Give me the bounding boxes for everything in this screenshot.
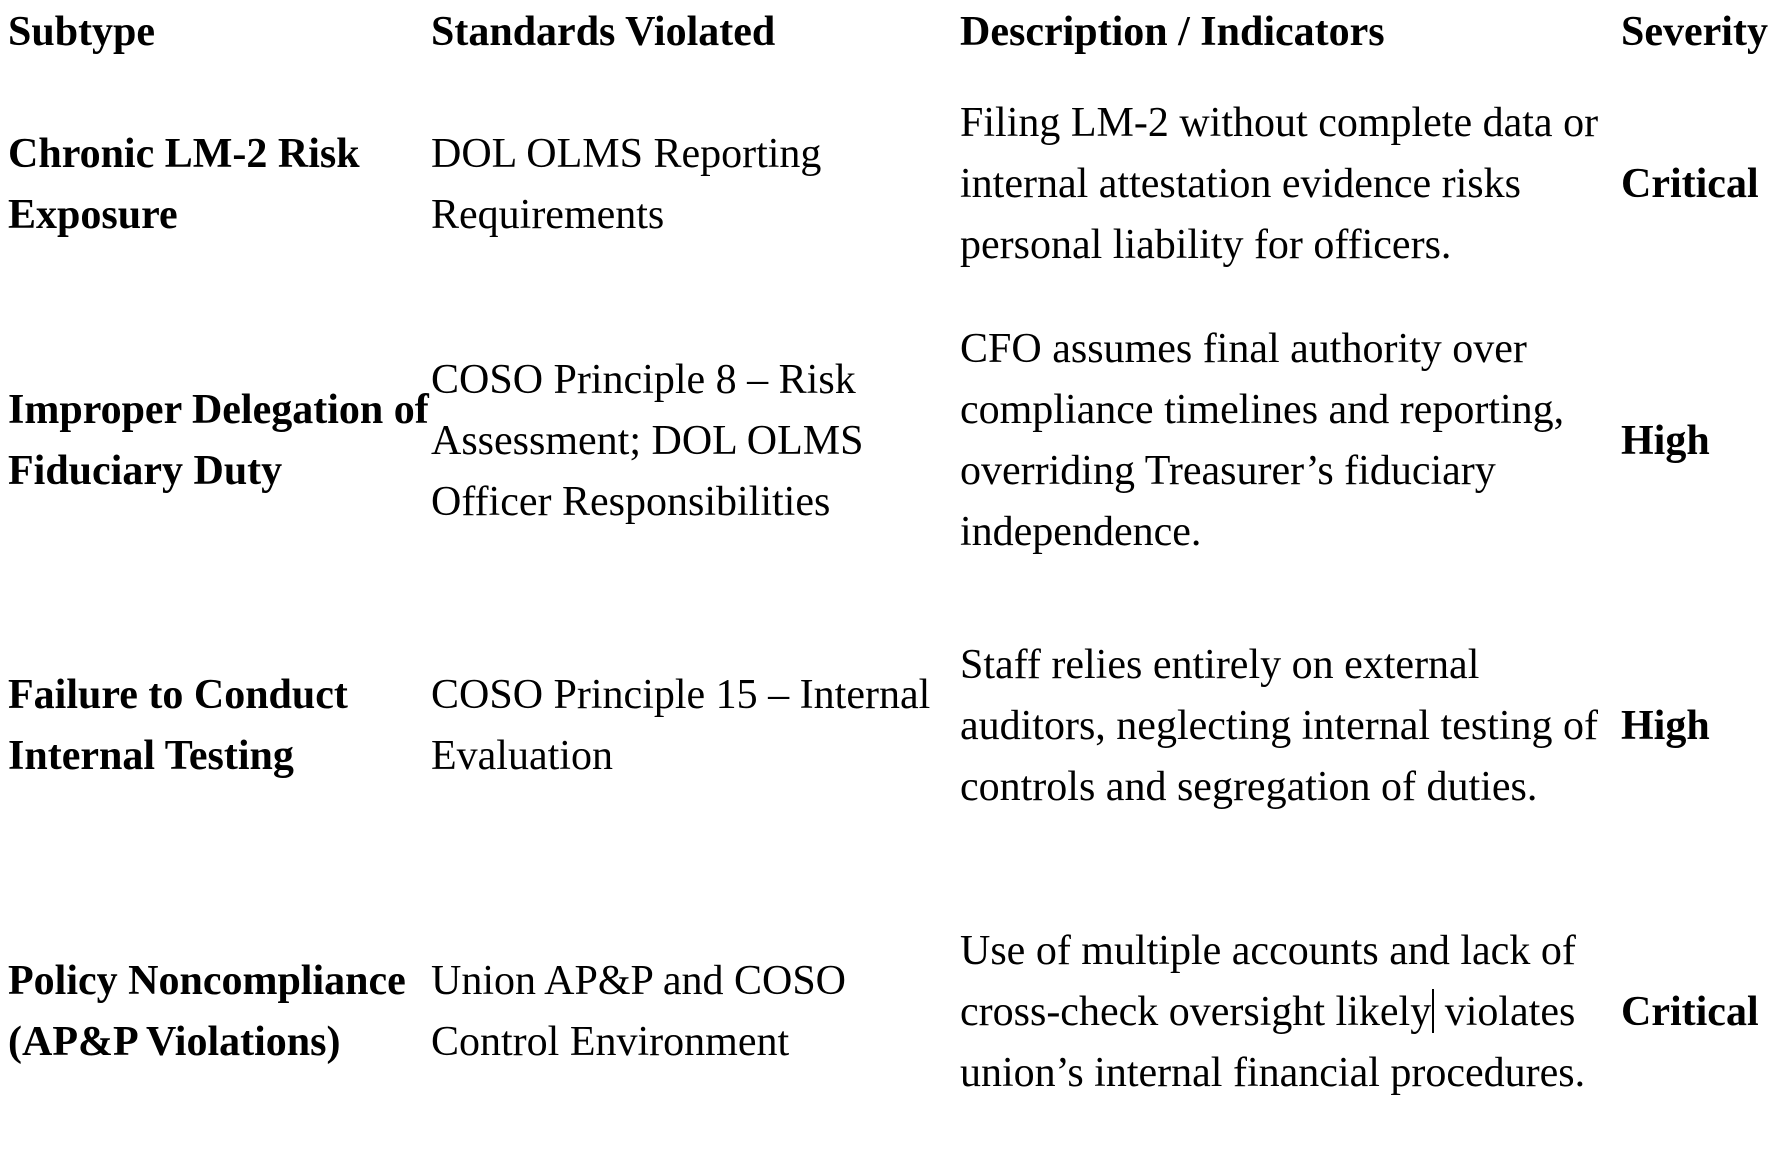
description-text-after-cursor: violates union’s internal financial procedures. <box>960 988 1586 1096</box>
table-header-row <box>0 0 1776 70</box>
header-standards-violated: Standards Violated <box>431 9 776 55</box>
standards-cell: COSO Principle 8 – Risk Assessment; DOL OLMS Officer Responsibilities <box>431 356 864 525</box>
subtype-cell: Policy Noncompliance (AP&P Violations) <box>8 958 406 1065</box>
standards-cell: COSO Principle 15 – Internal Evaluation <box>431 672 931 779</box>
subtype-cell: Failure to Conduct Internal Testing <box>8 672 348 779</box>
description-cell: Filing LM-2 without complete data or internal attestation evidence risks personal liability for officers. <box>960 100 1599 268</box>
description-cell[interactable] <box>960 869 1621 1155</box>
severity-cell: High <box>1621 417 1710 464</box>
severity-cell: Critical <box>1621 988 1759 1035</box>
table-row <box>0 70 1776 299</box>
header-subtype: Subtype <box>8 9 156 55</box>
table-row <box>0 869 1776 1155</box>
standards-cell: Union AP&P and COSO Control Environment <box>431 958 847 1065</box>
subtype-cell: Improper Delegation of Fiduciary Duty <box>8 387 429 494</box>
subtype-cell: Chronic LM-2 Risk Exposure <box>8 130 360 238</box>
description-cell: CFO assumes final authority over compliance timelines and reporting, overriding Treasurer’s fiduciary independence. <box>960 326 1565 555</box>
description-text-before-cursor: Use of multiple accounts and lack of cross-check oversight likely <box>960 927 1576 1035</box>
header-description: Description / Indicators <box>960 9 1385 55</box>
severity-cell: High <box>1621 702 1710 749</box>
header-severity: Severity <box>1621 9 1768 55</box>
table-row <box>0 299 1776 583</box>
standards-cell: DOL OLMS Reporting Requirements <box>431 130 822 238</box>
table-row <box>0 583 1776 869</box>
description-cell: Staff relies entirely on external auditors, neglecting internal testing of controls and segregation of duties. <box>960 641 1598 810</box>
severity-cell: Critical <box>1621 161 1759 207</box>
